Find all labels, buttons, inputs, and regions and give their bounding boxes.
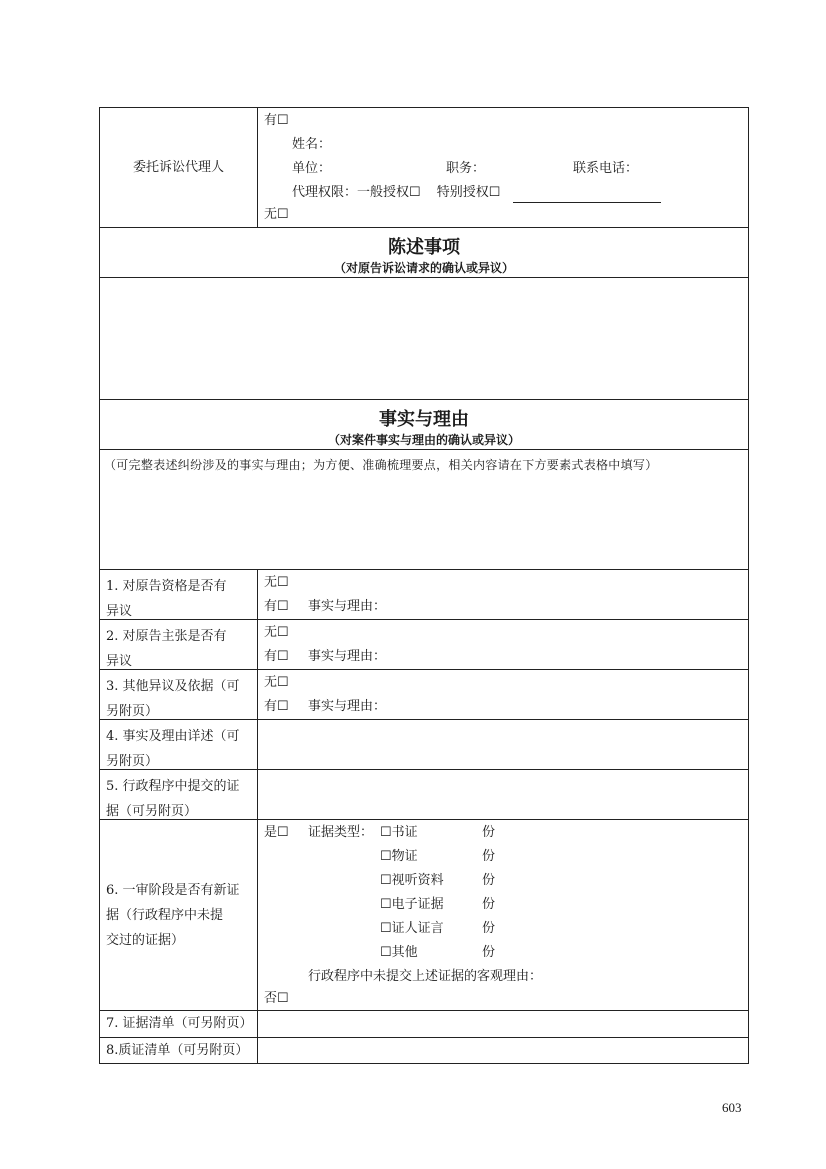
evidence-type-testimony[interactable]: ☐证人证言 [380, 921, 444, 936]
q1-content [258, 570, 748, 619]
evidence-type-documentary[interactable]: ☐书证 [380, 825, 418, 840]
q4-row [100, 720, 748, 770]
authority-blank[interactable] [513, 190, 661, 203]
q6-evidence-type-label: 证据类型： [308, 825, 374, 840]
evidence-type-audiovisual[interactable]: ☐视听资料 [380, 873, 444, 888]
q4-label: 4. 事实及理由详述（可 另附页） [100, 720, 258, 769]
q6-no-checkbox[interactable]: 否☐ [264, 991, 289, 1006]
q2-no-checkbox[interactable]: 无☐ [264, 625, 289, 640]
agent-phone-label: 联系电话： [573, 161, 639, 176]
agent-unit-label: 单位： [292, 161, 332, 176]
q6-yes-checkbox[interactable]: 是☐ [264, 825, 289, 840]
page-number: 603 [722, 1100, 742, 1115]
q8-input[interactable] [258, 1038, 748, 1064]
q1-label: 1. 对原告资格是否有 异议 [100, 570, 258, 619]
q3-reason-label: 事实与理由： [308, 699, 387, 714]
q2-content [258, 620, 748, 669]
q2-label: 2. 对原告主张是否有 异议 [100, 620, 258, 669]
unit-label: 份 [482, 945, 496, 960]
special-authority-checkbox[interactable]: 特别授权☐ [436, 185, 501, 200]
q3-content [258, 670, 748, 719]
q1-no-checkbox[interactable]: 无☐ [264, 575, 289, 590]
agent-position-label: 职务： [446, 161, 486, 176]
q1-reason-label: 事实与理由： [308, 599, 387, 614]
facts-subtitle: （对案件事实与理由的确认或异议） [327, 433, 520, 447]
agent-label: 委托诉讼代理人 [100, 108, 258, 227]
unit-label: 份 [482, 849, 496, 864]
agent-content [258, 108, 748, 227]
q4-input[interactable] [258, 720, 748, 769]
agent-none-checkbox[interactable]: 无☐ [264, 207, 289, 222]
q7-row [100, 1011, 748, 1038]
statement-subtitle: （对原告诉讼请求的确认或异议） [333, 261, 514, 275]
statement-title: 陈述事项 [388, 237, 460, 258]
unit-label: 份 [482, 873, 496, 888]
q6-reason-label: 行政程序中未提交上述证据的客观理由： [308, 969, 543, 984]
q2-yes-checkbox[interactable]: 有☐ [264, 649, 289, 664]
q6-content [258, 820, 748, 1010]
statement-body[interactable] [100, 278, 748, 400]
q3-label: 3. 其他异议及依据（可 另附页） [100, 670, 258, 719]
evidence-type-physical[interactable]: ☐物证 [380, 849, 418, 864]
q5-input[interactable] [258, 770, 748, 819]
q2-reason-label: 事实与理由： [308, 649, 387, 664]
q3-no-checkbox[interactable]: 无☐ [264, 675, 289, 690]
q1-row [100, 570, 748, 620]
facts-title: 事实与理由 [379, 409, 469, 430]
q6-row [100, 820, 748, 1011]
unit-label: 份 [482, 921, 496, 936]
evidence-type-other[interactable]: ☐其他 [380, 945, 418, 960]
q3-row [100, 670, 748, 720]
q8-row [100, 1038, 748, 1064]
defense-form [99, 107, 749, 1064]
unit-label: 份 [482, 897, 496, 912]
q2-row [100, 620, 748, 670]
facts-body[interactable] [100, 450, 748, 570]
q5-label: 5. 行政程序中提交的证 据（可另附页） [100, 770, 258, 819]
facts-note: （可完整表述纠纷涉及的事实与理由；为方便、准确梳理要点，相关内容请在下方要素式表格中填写） [104, 458, 658, 472]
q6-label: 6. 一审阶段是否有新证 据（行政程序中未提 交过的证据） [100, 820, 258, 1010]
q7-label: 7. 证据清单（可另附页） [100, 1011, 258, 1037]
agent-has-checkbox[interactable]: 有☐ [264, 113, 289, 128]
agent-row [100, 108, 748, 228]
agent-name-label: 姓名： [292, 137, 332, 152]
agent-authority-line [292, 183, 661, 203]
facts-header [100, 400, 748, 450]
unit-label: 份 [482, 825, 496, 840]
q8-label: 8.质证清单（可另附页） [100, 1038, 258, 1064]
q5-row [100, 770, 748, 820]
q3-yes-checkbox[interactable]: 有☐ [264, 699, 289, 714]
general-authority-checkbox[interactable]: 代理权限：一般授权☐ [292, 185, 421, 200]
statement-header [100, 228, 748, 278]
q7-input[interactable] [258, 1011, 748, 1037]
evidence-type-electronic[interactable]: ☐电子证据 [380, 897, 444, 912]
q1-yes-checkbox[interactable]: 有☐ [264, 599, 289, 614]
